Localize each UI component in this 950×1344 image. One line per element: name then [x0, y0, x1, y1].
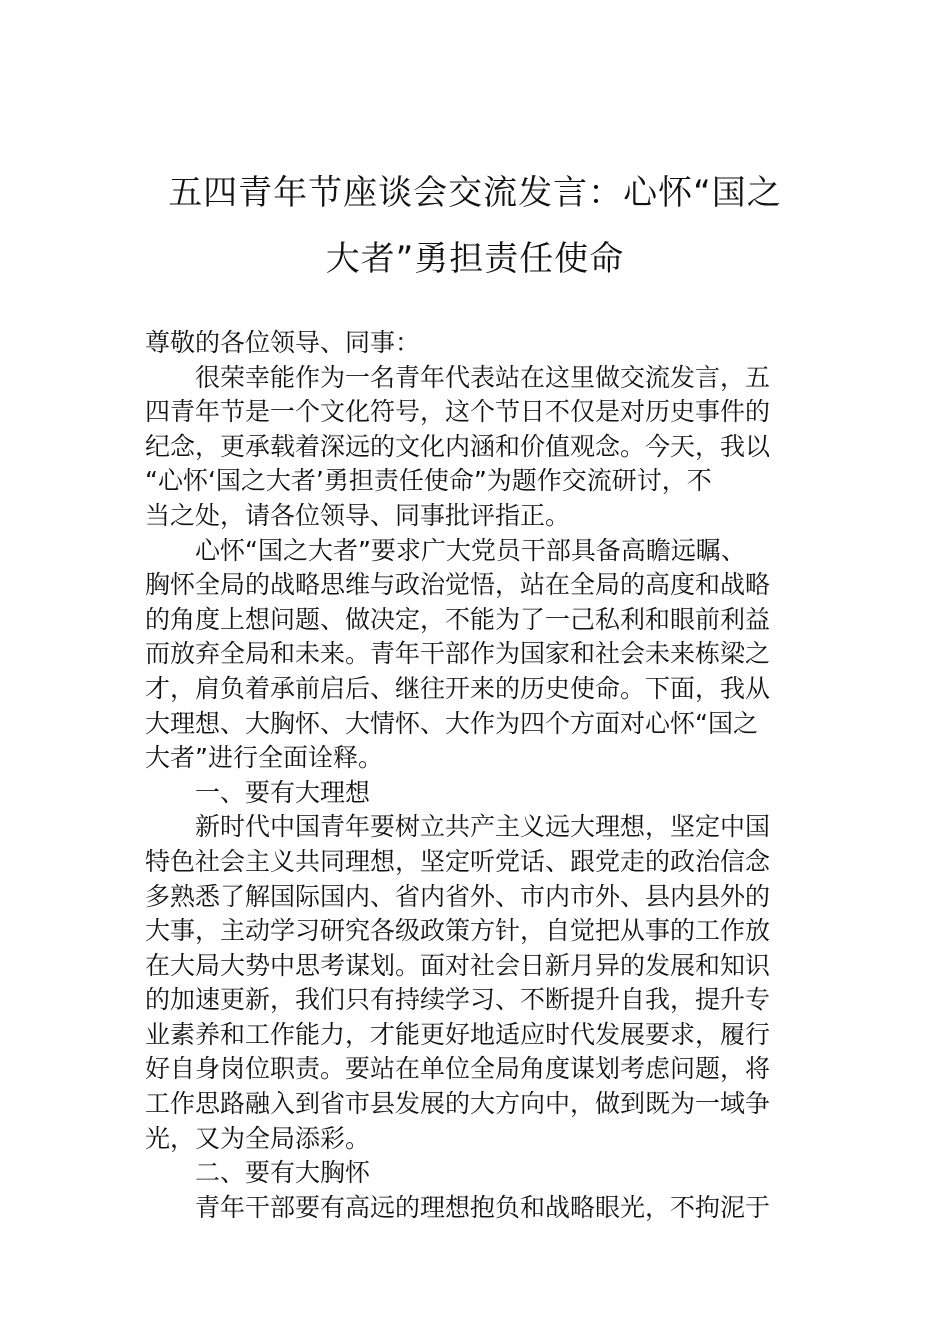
text-line: 心怀“国之大者”要求广大党员干部具备高瞻远瞩、 [195, 535, 746, 565]
title-line: 大者”勇担责任使命 [325, 239, 625, 279]
text-line: 好自身岗位职责。要站在单位全局角度谋划考虑问题，将 [145, 1054, 771, 1084]
document-body [145, 326, 810, 1225]
text-line: 在大局大势中思考谋划。面对社会日新月异的发展和知识 [145, 950, 771, 980]
text-line: 四青年节是一个文化符号，这个节日不仅是对历史事件的 [145, 397, 771, 427]
text-line: 当之处，请各位领导、同事批评指正。 [145, 500, 571, 530]
text-line: 一、要有大理想 [195, 777, 371, 807]
text-line: 才，肩负着承前启后、继往开来的历史使命。下面，我从 [145, 673, 771, 703]
text-line: 纪念，更承载着深远的文化内涵和价值观念。今天，我以 [145, 431, 771, 461]
text-line: 大理想、大胸怀、大情怀、大作为四个方面对心怀“国之 [145, 708, 758, 738]
text-line: 大者”进行全面诠释。 [145, 743, 383, 773]
text-line: 大事，主动学习研究各级政策方针，自觉把从事的工作放 [145, 916, 771, 946]
text-line: 很荣幸能作为一名青年代表站在这里做交流发言，五 [195, 362, 771, 392]
text-line: 胸怀全局的战略思维与政治觉悟，站在全局的高度和战略 [145, 570, 771, 600]
text-line: 的角度上想问题、做决定，不能为了一己私利和眼前利益 [145, 604, 771, 634]
text-line: 而放弃全局和未来。青年干部作为国家和社会未来栋梁之 [145, 639, 771, 669]
title-line: 五四青年节座谈会交流发言：心怀“国之 [168, 173, 782, 213]
text-line: “心怀‘国之大者’勇担责任使命”为题作交流研讨，不 [145, 466, 712, 496]
text-line: 尊敬的各位领导、同事： [145, 328, 421, 357]
text-line: 业素养和工作能力，才能更好地适应时代发展要求，履行 [145, 1019, 771, 1049]
text-line: 新时代中国青年要树立共产主义远大理想，坚定中国 [195, 812, 771, 842]
text-line: 青年干部要有高远的理想抱负和战略眼光，不拘泥于 [195, 1192, 771, 1222]
text-line: 的加速更新，我们只有持续学习、不断提升自我，提升专 [145, 985, 771, 1015]
text-line: 光，又为全局添彩。 [145, 1123, 371, 1153]
text-line: 特色社会主义共同理想，坚定听党话、跟党走的政治信念 [145, 846, 771, 876]
document-title [145, 160, 805, 292]
text-line: 多熟悉了解国际国内、省内省外、市内市外、县内县外的 [145, 881, 771, 911]
text-line: 工作思路融入到省市县发展的大方向中，做到既为一域争 [145, 1089, 771, 1119]
text-line: 二、要有大胸怀 [195, 1158, 371, 1188]
